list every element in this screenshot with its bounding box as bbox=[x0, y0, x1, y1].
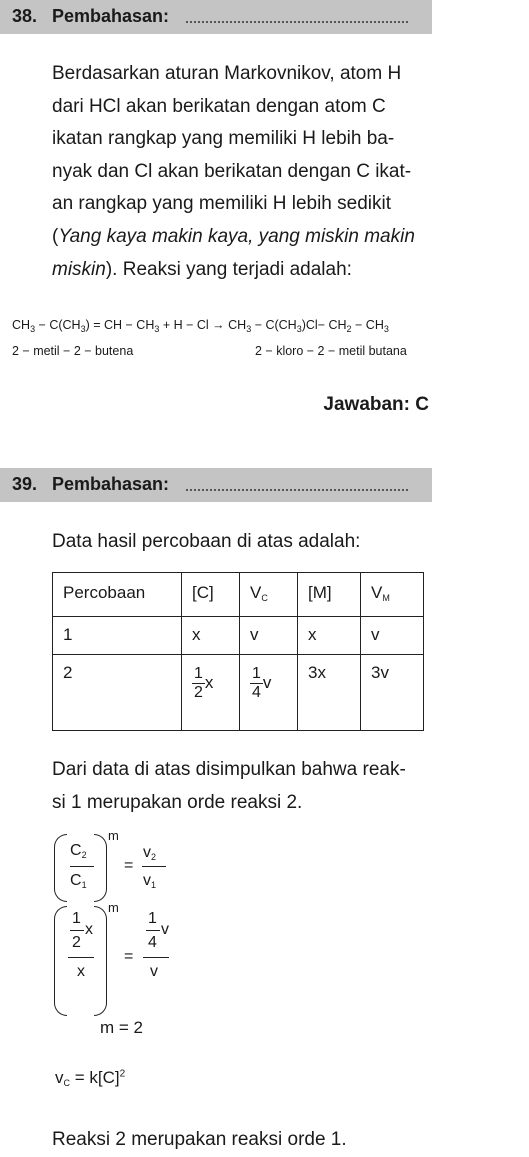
table-cell: 1 bbox=[53, 617, 182, 655]
experiment-table bbox=[52, 572, 424, 731]
dotted-leader bbox=[186, 489, 408, 491]
equals-sign: = bbox=[124, 948, 134, 965]
fraction-bar bbox=[142, 866, 166, 867]
paragraph-line: miskin). Reaksi yang terjadi adalah: bbox=[52, 258, 352, 280]
table-cell: 3v bbox=[361, 655, 424, 731]
right-parenthesis bbox=[94, 834, 107, 902]
fraction-bar bbox=[70, 930, 84, 931]
explanation-paragraph bbox=[52, 58, 452, 286]
variable: x bbox=[85, 921, 93, 938]
fraction-bar bbox=[143, 957, 169, 958]
paragraph-line: si 1 merupakan orde reaksi 2. bbox=[52, 791, 303, 813]
left-parenthesis bbox=[54, 834, 67, 902]
fraction-bar bbox=[146, 930, 160, 931]
section-39-header bbox=[0, 468, 432, 502]
denominator: x bbox=[77, 963, 85, 980]
table-row bbox=[53, 655, 424, 731]
rate-law: $v_C = k[C]^2$ bbox=[55, 1068, 126, 1088]
denominator: $C_1$ bbox=[70, 872, 87, 890]
paragraph-line: dari HCl akan berikatan dengan atom C bbox=[52, 95, 386, 117]
numerator: 1 bbox=[148, 910, 157, 927]
header-cell: Percobaan bbox=[53, 573, 182, 617]
denominator: v bbox=[150, 963, 158, 980]
table-cell: 3x bbox=[298, 655, 361, 731]
table-cell: x bbox=[298, 617, 361, 655]
paragraph-line: an rangkap yang memiliki H lebih sedikit bbox=[52, 193, 391, 215]
table-cell: x bbox=[182, 617, 240, 655]
variable: v bbox=[161, 921, 169, 938]
intro-text: Data hasil percobaan di atas adalah: bbox=[52, 531, 361, 552]
numerator: $C_2$ bbox=[70, 842, 87, 860]
exponent: m bbox=[108, 828, 119, 843]
table-cell: 2 bbox=[53, 655, 182, 731]
answer-label: Jawaban: C bbox=[323, 394, 429, 415]
denominator: 4 bbox=[148, 934, 157, 951]
fraction-bar bbox=[68, 957, 94, 958]
table-header-row bbox=[53, 573, 424, 617]
numerator: 1 bbox=[72, 910, 81, 927]
section-title: Pembahasan: bbox=[52, 6, 170, 26]
m-result: m = 2 bbox=[100, 1018, 143, 1037]
table-cell: $\frac{1}{4}$ v bbox=[240, 655, 298, 731]
header-cell: [M] bbox=[298, 573, 361, 617]
header-cell: [C] bbox=[182, 573, 240, 617]
numerator: $v_2$ bbox=[143, 844, 157, 862]
reaction-equation: $CH_3 - C(CH_3)$ = CH − $CH_3 + H - Cl \to CH_3 - C(CH_3)Cl- CH_2 - CH_3$ bbox=[12, 318, 389, 334]
left-parenthesis bbox=[54, 906, 67, 1016]
paragraph-line: Dari data di atas disimpulkan bahwa reak- bbox=[52, 759, 406, 780]
right-parenthesis bbox=[94, 906, 107, 1016]
equals-sign: = bbox=[124, 857, 134, 874]
denominator: $v_1$ bbox=[143, 872, 157, 890]
paragraph-line: (Yang kaya makin kaya, yang miskin makin bbox=[52, 225, 415, 247]
conclusion-paragraph bbox=[52, 754, 452, 819]
section-title: Pembahasan: bbox=[52, 474, 170, 494]
fraction-bar bbox=[70, 866, 94, 867]
dotted-leader bbox=[186, 21, 408, 23]
paragraph-line: ikatan rangkap yang memiliki H lebih ba- bbox=[52, 128, 395, 150]
section-number: 39. bbox=[12, 474, 38, 494]
exponent: m bbox=[108, 900, 119, 915]
section-number: 38. bbox=[12, 6, 38, 26]
table-cell: v bbox=[240, 617, 298, 655]
table-cell: v bbox=[361, 617, 424, 655]
section-38-header bbox=[0, 0, 432, 34]
header-cell: $V_C$ bbox=[240, 573, 298, 617]
reactant-name: 2 − metil − 2 − butena bbox=[12, 344, 134, 358]
fraction: $\frac{1}{2}$ bbox=[194, 665, 203, 701]
fraction: $\frac{1}{4}$ bbox=[252, 665, 261, 701]
header-cell: $V_M$ bbox=[361, 573, 424, 617]
final-statement: Reaksi 2 merupakan reaksi orde 1. bbox=[52, 1129, 347, 1150]
paragraph-line: Berdasarkan aturan Markovnikov, atom H bbox=[52, 63, 402, 84]
denominator: 2 bbox=[72, 934, 81, 951]
paragraph-line: nyak dan Cl akan berikatan dengan C ikat- bbox=[52, 160, 412, 182]
table-row bbox=[53, 617, 424, 655]
product-name: 2 − kloro − 2 − metil butana bbox=[255, 344, 407, 358]
table-cell: $\frac{1}{2}$ x bbox=[182, 655, 240, 731]
